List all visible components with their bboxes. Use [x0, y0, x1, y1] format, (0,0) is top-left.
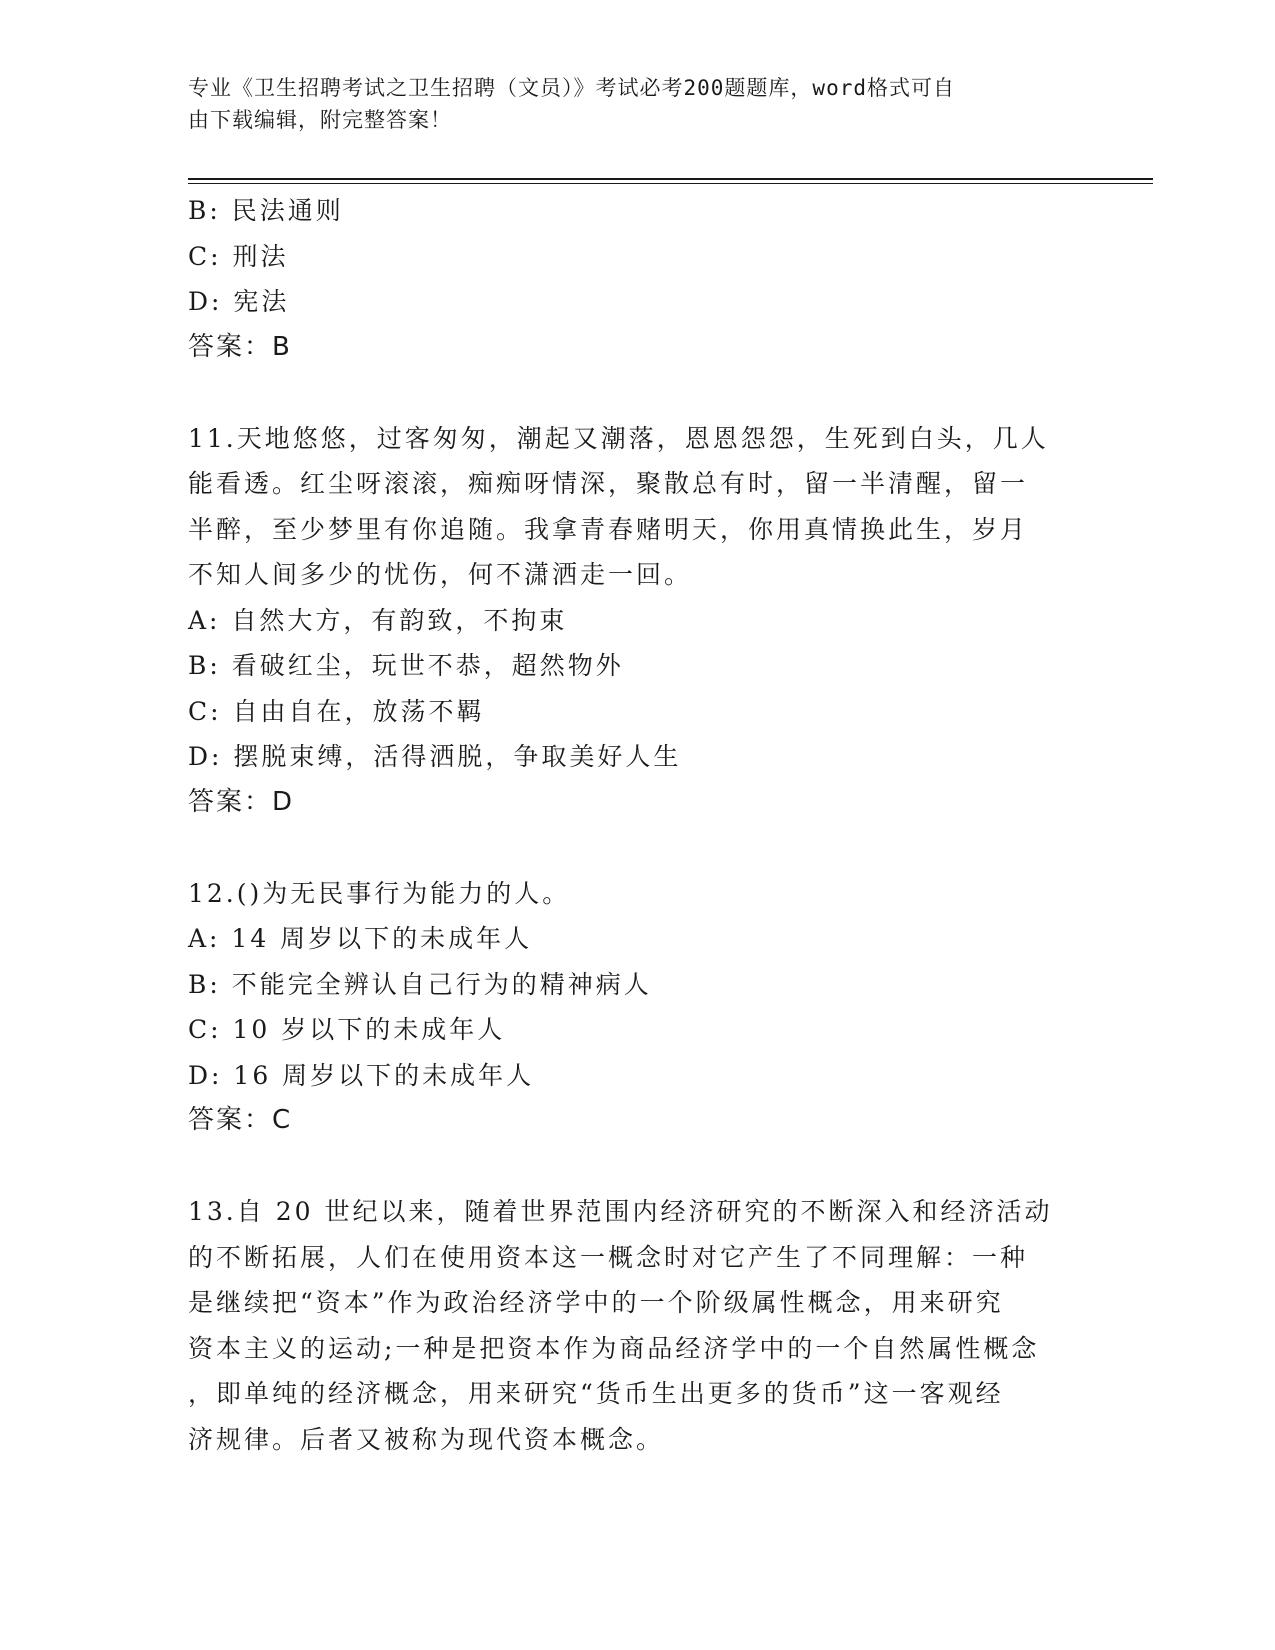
option-b: B: 不能完全辨认自己行为的精神病人	[188, 969, 652, 999]
question-text-line: 是继续把“资本”作为政治经济学中的一个阶级属性概念，用来研究	[188, 1288, 1004, 1317]
option-a: A: 14 周岁以下的未成年人	[188, 924, 533, 953]
question-11	[188, 416, 1088, 826]
question-text-line: 13.自 20 世纪以来，随着世界范围内经济研究的不断深入和经济活动	[188, 1197, 1053, 1226]
question-content	[188, 188, 1088, 1462]
option-d: D: 宪法	[188, 287, 290, 316]
question-text-line: 不知人间多少的忧伤，何不潇洒走一回。	[188, 560, 693, 589]
answer-label: 答案：B	[188, 331, 292, 362]
spacer	[188, 1144, 1088, 1190]
header-line-2: 由下载编辑，附完整答案！	[188, 108, 452, 132]
answer-label: 答案：C	[188, 1105, 293, 1135]
question-text-line: 11.天地悠悠，过客匆匆，潮起又潮落，恩恩怨怨，生死到白头，几人	[188, 423, 1049, 453]
question-text-line: 12.()为无民事行为能力的人。	[188, 878, 571, 908]
option-c: C: 10 岁以下的未成年人	[188, 1015, 506, 1044]
question-10-tail	[188, 188, 1088, 370]
question-text-line: 半醉，至少梦里有你追随。我拿青春赌明天，你用真情换此生，岁月	[188, 514, 1029, 544]
question-text-line: 资本主义的运动;一种是把资本作为商品经济学中的一个自然属性概念	[188, 1333, 1040, 1363]
document-header	[188, 72, 1068, 136]
question-text-line: ，即单纯的经济概念，用来研究“货币生出更多的货币”这一客观经	[188, 1379, 1004, 1408]
question-12	[188, 871, 1088, 1144]
question-text-line: 济规律。后者又被称为现代资本概念。	[188, 1424, 665, 1454]
question-text-line: 能看透。红尘呀滚滚，痴痴呀情深，聚散总有时，留一半清醒，留一	[188, 469, 1029, 498]
option-b: B: 看破红尘，玩世不恭，超然物外	[188, 651, 624, 680]
question-13	[188, 1189, 1088, 1462]
spacer	[188, 825, 1088, 871]
header-line-1: 专业《卫生招聘考试之卫生招聘（文员）》考试必考200题题库，word格式可自	[188, 76, 955, 100]
header-divider-thick	[188, 178, 1153, 180]
option-d: D: 摆脱束缚，活得洒脱，争取美好人生	[188, 742, 682, 771]
option-a: A: 自然大方，有韵致，不拘束	[188, 605, 568, 635]
answer-label: 答案：D	[188, 786, 295, 817]
option-c: C: 刑法	[188, 241, 289, 271]
spacer	[188, 370, 1088, 416]
option-c: C: 自由自在，放荡不羁	[188, 696, 485, 726]
question-text-line: 的不断拓展，人们在使用资本这一概念时对它产生了不同理解：一种	[188, 1242, 1029, 1272]
header-divider-thin	[188, 183, 1153, 184]
option-d: D: 16 周岁以下的未成年人	[188, 1060, 535, 1090]
option-b: B: 民法通则	[188, 196, 344, 225]
